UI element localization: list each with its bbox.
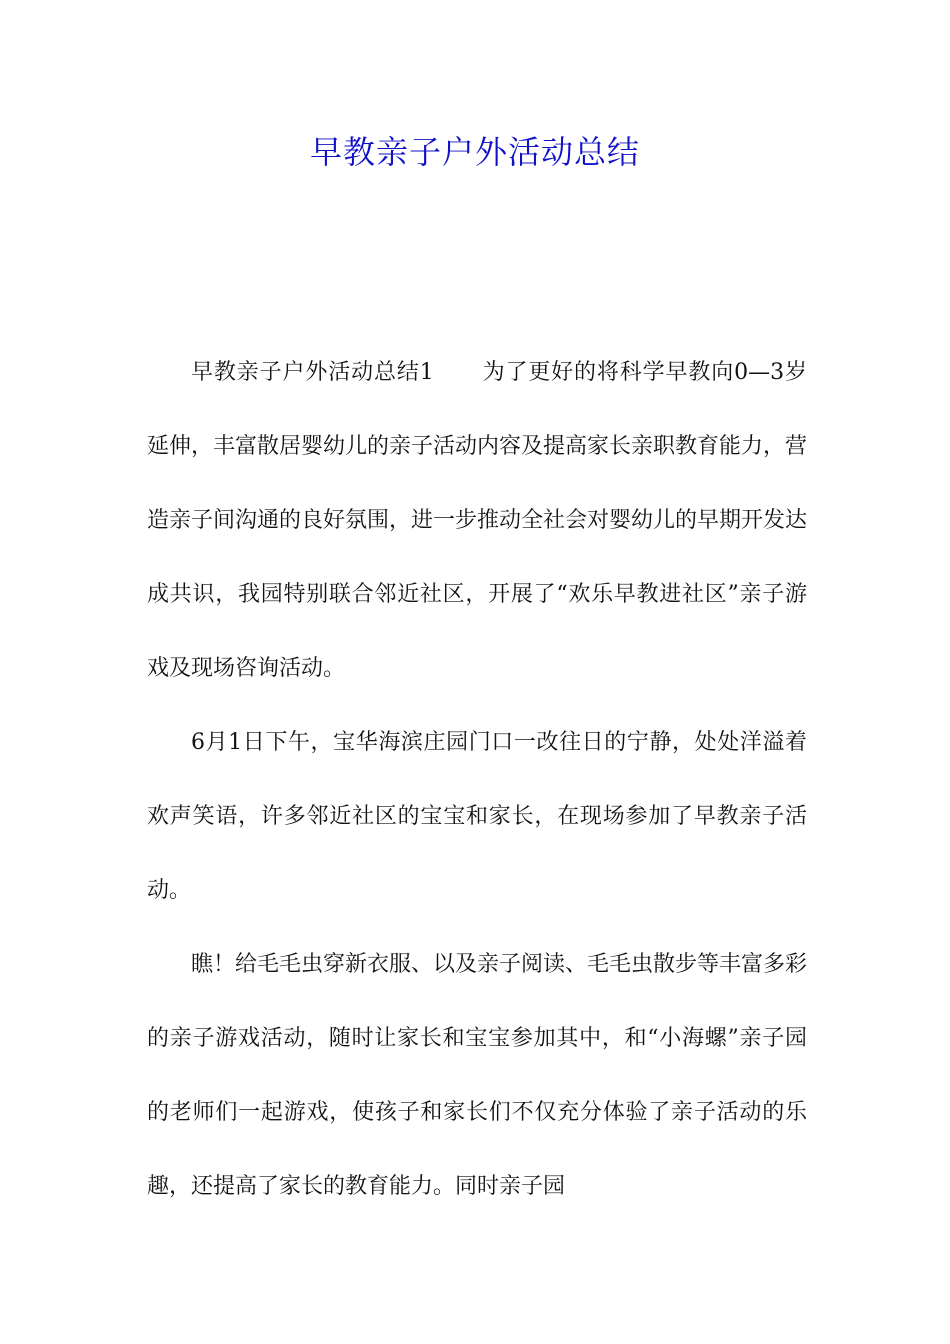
paragraph-3: 瞧！给毛毛虫穿新衣服、以及亲子阅读、毛毛虫散步等丰富多彩的亲子游戏活动，随时让家长和宝宝参加其中，和“小海螺”亲子园的老师们一起游戏，使孩子和家长们不仅充分体验了亲子活动的乐趣，还提高了家长的教育能力。同时亲子园 [147, 952, 808, 1199]
document-title: 早教亲子户外活动总结 [309, 133, 640, 171]
paragraph-1-text: 为了更好的将科学早教向0—3岁延伸，丰富散居婴幼儿的亲子活动内容及提高家长亲职教育能力，营造亲子间沟通的良好氛围，进一步推动全社会对婴幼儿的早期开发达成共识，我园特别联合邻近社区，开展了“欢乐早教进社区”亲子游戏及现场咨询活动。 [147, 360, 808, 681]
paragraph-1 [147, 336, 807, 706]
section-heading: 早教亲子户外活动总结1 [191, 360, 434, 385]
paragraph-2: 6月1日下午，宝华海滨庄园门口一改往日的宁静，处处洋溢着欢声笑语，许多邻近社区的宝宝和家长，在现场参加了早教亲子活动。 [147, 730, 807, 903]
document-body [147, 336, 807, 1224]
